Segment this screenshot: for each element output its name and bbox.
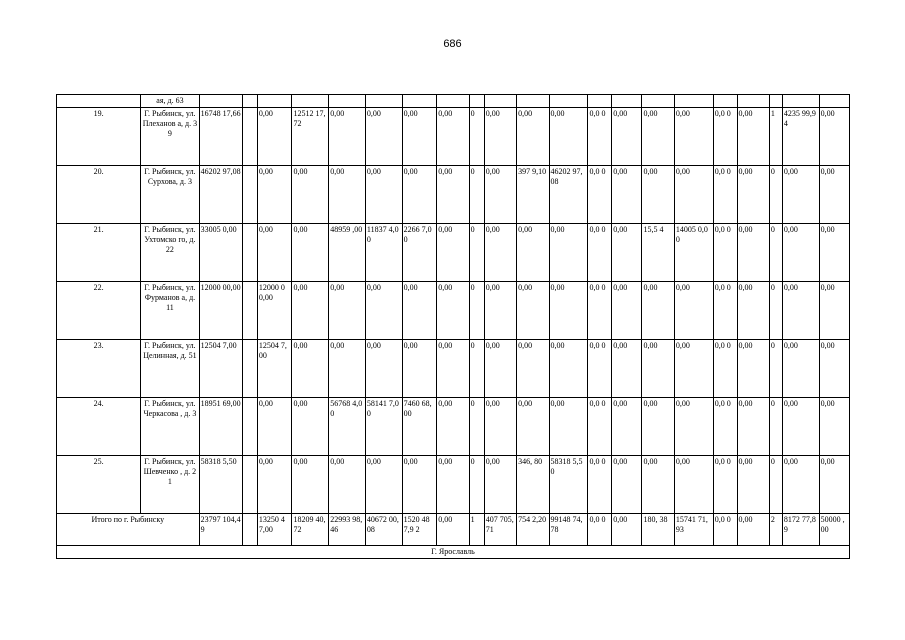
table-cell xyxy=(257,95,292,108)
value-cell: 0,00 xyxy=(642,282,674,340)
city-header: Г. Ярославль xyxy=(57,546,850,559)
value-cell: 0,00 xyxy=(257,456,292,514)
value-cell: 0,00 xyxy=(737,282,769,340)
value-cell: 0,0 0 xyxy=(713,282,737,340)
value-cell xyxy=(242,224,257,282)
value-cell: 0,00 xyxy=(365,166,402,224)
value-cell: 0,00 xyxy=(782,340,819,398)
value-cell: 0,00 xyxy=(292,166,329,224)
value-cell: 0,00 xyxy=(819,166,849,224)
value-cell: 0,00 xyxy=(365,456,402,514)
value-cell: 0,00 xyxy=(517,398,549,456)
value-cell xyxy=(242,398,257,456)
value-cell: 0,00 xyxy=(737,108,769,166)
value-cell: 12512 17,72 xyxy=(292,108,329,166)
value-cell: 0,00 xyxy=(549,398,588,456)
value-cell: 0,00 xyxy=(517,282,549,340)
value-cell: 0,00 xyxy=(612,224,642,282)
value-cell: 0,00 xyxy=(365,108,402,166)
value-cell: 0,00 xyxy=(437,514,469,546)
value-cell: 0,00 xyxy=(782,398,819,456)
value-cell: 1520 487,9 2 xyxy=(402,514,437,546)
value-cell: 12000 00,00 xyxy=(257,282,292,340)
value-cell: 0,00 xyxy=(674,282,713,340)
value-cell: 0,00 xyxy=(612,456,642,514)
value-cell: 0,00 xyxy=(612,166,642,224)
value-cell: 0,00 xyxy=(484,282,516,340)
table-cell xyxy=(329,95,366,108)
table-cell xyxy=(782,95,819,108)
value-cell: 0,0 0 xyxy=(588,108,612,166)
value-cell: 46202 97,08 xyxy=(549,166,588,224)
city-header-row xyxy=(57,546,850,559)
table-cell xyxy=(737,95,769,108)
table-cell xyxy=(365,95,402,108)
address-cell: Г. Рыбинск, ул. Фурманов а, д. 11 xyxy=(141,282,199,340)
value-cell: 0,00 xyxy=(737,340,769,398)
value-cell: 2266 7,00 xyxy=(402,224,437,282)
value-cell: 0,00 xyxy=(257,108,292,166)
value-cell: 11837 4,00 xyxy=(365,224,402,282)
table-cell xyxy=(769,95,782,108)
value-cell: 0,00 xyxy=(402,282,437,340)
row-number: 25. xyxy=(57,456,141,514)
value-cell: 48959 ,00 xyxy=(329,224,366,282)
value-cell: 0,0 0 xyxy=(588,456,612,514)
table-cell xyxy=(57,95,141,108)
value-cell: 0,0 0 xyxy=(713,456,737,514)
value-cell: 0 xyxy=(469,340,484,398)
value-cell xyxy=(242,456,257,514)
value-cell: 0,0 0 xyxy=(588,282,612,340)
value-cell: 346, 80 xyxy=(517,456,549,514)
value-cell: 0,00 xyxy=(437,456,469,514)
value-cell: 0,00 xyxy=(437,340,469,398)
value-cell: 16748 17,66 xyxy=(199,108,242,166)
value-cell: 0 xyxy=(769,340,782,398)
value-cell: 0,00 xyxy=(329,340,366,398)
table-cell xyxy=(242,95,257,108)
value-cell: 0,0 0 xyxy=(588,166,612,224)
address-continuation: ая, д. 63 xyxy=(141,95,199,108)
table-cell xyxy=(549,95,588,108)
value-cell: 0,0 0 xyxy=(588,224,612,282)
address-cell: Г. Рыбинск, ул. Черкасова , д. 3 xyxy=(141,398,199,456)
value-cell xyxy=(242,514,257,546)
row-number: 20. xyxy=(57,166,141,224)
value-cell: 0,00 xyxy=(329,108,366,166)
value-cell: 0,00 xyxy=(437,166,469,224)
address-cell: Г. Рыбинск, ул. Шевченко , д. 21 xyxy=(141,456,199,514)
value-cell: 0,00 xyxy=(329,166,366,224)
value-cell xyxy=(242,282,257,340)
table-row-continuation xyxy=(57,95,850,108)
value-cell: 0 xyxy=(769,166,782,224)
value-cell: 180, 38 xyxy=(642,514,674,546)
row-number: 19. xyxy=(57,108,141,166)
value-cell: 0,00 xyxy=(402,166,437,224)
table-cell xyxy=(588,95,612,108)
value-cell: 0,00 xyxy=(292,282,329,340)
value-cell: 0,00 xyxy=(517,108,549,166)
value-cell: 0,00 xyxy=(257,166,292,224)
value-cell: 58318 5,50 xyxy=(199,456,242,514)
value-cell: 0,00 xyxy=(437,282,469,340)
table-cell xyxy=(484,95,516,108)
table-row xyxy=(57,108,850,166)
value-cell: 0,00 xyxy=(292,398,329,456)
row-number: 23. xyxy=(57,340,141,398)
value-cell: 0,00 xyxy=(292,224,329,282)
page-number: 686 xyxy=(443,38,462,50)
value-cell: 0,00 xyxy=(737,224,769,282)
value-cell: 0,00 xyxy=(737,456,769,514)
value-cell: 0,00 xyxy=(549,224,588,282)
value-cell: 58141 7,00 xyxy=(365,398,402,456)
value-cell: 0,00 xyxy=(292,456,329,514)
value-cell: 0,0 0 xyxy=(713,514,737,546)
value-cell: 18951 69,00 xyxy=(199,398,242,456)
value-cell: 0,00 xyxy=(292,340,329,398)
value-cell: 0,0 0 xyxy=(713,224,737,282)
value-cell: 0,00 xyxy=(819,282,849,340)
value-cell: 0,00 xyxy=(819,108,849,166)
value-cell xyxy=(242,340,257,398)
value-cell: 0 xyxy=(469,224,484,282)
value-cell: 0,00 xyxy=(674,166,713,224)
value-cell: 0,00 xyxy=(782,224,819,282)
table-cell xyxy=(674,95,713,108)
table-cell xyxy=(517,95,549,108)
value-cell: 13250 47,00 xyxy=(257,514,292,546)
value-cell: 0,00 xyxy=(782,282,819,340)
value-cell: 0,00 xyxy=(612,514,642,546)
table-body xyxy=(57,95,850,559)
value-cell: 0,00 xyxy=(737,514,769,546)
table-row xyxy=(57,224,850,282)
value-cell: 0,00 xyxy=(642,340,674,398)
value-cell: 2 xyxy=(769,514,782,546)
table-cell xyxy=(292,95,329,108)
value-cell: 754 2,20 xyxy=(517,514,549,546)
value-cell: 0,00 xyxy=(642,456,674,514)
value-cell: 0,00 xyxy=(674,108,713,166)
value-cell: 0,00 xyxy=(642,108,674,166)
row-number: 24. xyxy=(57,398,141,456)
table-cell xyxy=(642,95,674,108)
value-cell: 7460 68,00 xyxy=(402,398,437,456)
value-cell: 15,5 4 xyxy=(642,224,674,282)
value-cell: 0,00 xyxy=(782,456,819,514)
value-cell: 407 705, 71 xyxy=(484,514,516,546)
value-cell: 0,00 xyxy=(737,398,769,456)
value-cell: 0,00 xyxy=(402,456,437,514)
table-cell xyxy=(819,95,849,108)
value-cell: 0,0 0 xyxy=(713,340,737,398)
value-cell: 0,00 xyxy=(549,282,588,340)
value-cell: 4235 99,94 xyxy=(782,108,819,166)
total-label: Итого по г. Рыбинску xyxy=(57,514,200,546)
address-cell: Г. Рыбинск, ул. Целинная, д. 51 xyxy=(141,340,199,398)
total-row xyxy=(57,514,850,546)
value-cell: 0,00 xyxy=(674,340,713,398)
value-cell: 15741 71,93 xyxy=(674,514,713,546)
value-cell: 0,0 0 xyxy=(588,514,612,546)
value-cell: 0,00 xyxy=(484,108,516,166)
value-cell: 0 xyxy=(469,398,484,456)
value-cell: 0,00 xyxy=(329,282,366,340)
value-cell: 0,00 xyxy=(819,224,849,282)
value-cell: 0 xyxy=(769,282,782,340)
value-cell: 0,0 0 xyxy=(713,108,737,166)
value-cell: 0 xyxy=(769,456,782,514)
table-cell xyxy=(713,95,737,108)
value-cell: 1 xyxy=(769,108,782,166)
value-cell: 23797 104,49 xyxy=(199,514,242,546)
value-cell: 0,00 xyxy=(484,224,516,282)
value-cell: 0,00 xyxy=(819,340,849,398)
value-cell: 0,00 xyxy=(612,108,642,166)
value-cell: 0,00 xyxy=(549,108,588,166)
value-cell: 0,00 xyxy=(484,398,516,456)
value-cell: 0,00 xyxy=(674,456,713,514)
table-cell xyxy=(199,95,242,108)
value-cell: 12504 7,00 xyxy=(199,340,242,398)
value-cell: 0 xyxy=(769,398,782,456)
table-cell xyxy=(612,95,642,108)
value-cell: 0,00 xyxy=(612,398,642,456)
table-cell xyxy=(469,95,484,108)
table-row xyxy=(57,282,850,340)
value-cell: 58318 5,50 xyxy=(549,456,588,514)
value-cell: 0,00 xyxy=(365,282,402,340)
value-cell xyxy=(242,166,257,224)
value-cell: 56768 4,00 xyxy=(329,398,366,456)
table-row xyxy=(57,340,850,398)
table-row xyxy=(57,166,850,224)
value-cell: 12504 7,00 xyxy=(257,340,292,398)
value-cell: 0,00 xyxy=(819,456,849,514)
value-cell: 0,00 xyxy=(642,166,674,224)
address-cell: Г. Рыбинск, ул. Ухтомско го, д. 22 xyxy=(141,224,199,282)
value-cell: 0 xyxy=(769,224,782,282)
value-cell: 50000 ,00 xyxy=(819,514,849,546)
value-cell: 0,00 xyxy=(484,456,516,514)
row-number: 22. xyxy=(57,282,141,340)
value-cell: 22993 98,46 xyxy=(329,514,366,546)
value-cell: 0,00 xyxy=(437,224,469,282)
value-cell: 40672 00,08 xyxy=(365,514,402,546)
value-cell: 0,00 xyxy=(737,166,769,224)
value-cell: 8172 77,89 xyxy=(782,514,819,546)
address-cell: Г. Рыбинск, ул. Плеханов а, д. 39 xyxy=(141,108,199,166)
value-cell: 0,00 xyxy=(402,340,437,398)
value-cell: 46202 97,08 xyxy=(199,166,242,224)
table-row xyxy=(57,456,850,514)
value-cell: 0 xyxy=(469,282,484,340)
value-cell: 33005 0,00 xyxy=(199,224,242,282)
address-cell: Г. Рыбинск, ул. Сурхова, д. 3 xyxy=(141,166,199,224)
value-cell: 0,0 0 xyxy=(713,166,737,224)
value-cell: 0,00 xyxy=(612,340,642,398)
row-number: 21. xyxy=(57,224,141,282)
value-cell: 0,00 xyxy=(257,224,292,282)
value-cell: 14005 0,00 xyxy=(674,224,713,282)
value-cell: 0,00 xyxy=(782,166,819,224)
value-cell: 0,00 xyxy=(819,398,849,456)
value-cell: 0,00 xyxy=(484,166,516,224)
value-cell: 0,0 0 xyxy=(588,398,612,456)
value-cell: 0,00 xyxy=(642,398,674,456)
value-cell: 0,00 xyxy=(484,340,516,398)
table-row xyxy=(57,398,850,456)
value-cell: 18209 40,72 xyxy=(292,514,329,546)
value-cell: 0,00 xyxy=(612,282,642,340)
value-cell: 1 xyxy=(469,514,484,546)
value-cell: 0,00 xyxy=(437,398,469,456)
value-cell: 0,00 xyxy=(674,398,713,456)
value-cell: 0 xyxy=(469,108,484,166)
value-cell: 99148 74,78 xyxy=(549,514,588,546)
value-cell: 0,0 0 xyxy=(713,398,737,456)
value-cell: 0 xyxy=(469,456,484,514)
value-cell: 397 9,10 xyxy=(517,166,549,224)
value-cell: 0,00 xyxy=(257,398,292,456)
value-cell: 0,00 xyxy=(365,340,402,398)
value-cell: 0,00 xyxy=(437,108,469,166)
value-cell: 0,00 xyxy=(329,456,366,514)
value-cell: 0,00 xyxy=(549,340,588,398)
value-cell: 0,00 xyxy=(402,108,437,166)
value-cell: 0,00 xyxy=(517,224,549,282)
value-cell: 0,00 xyxy=(517,340,549,398)
value-cell: 0 xyxy=(469,166,484,224)
table-cell xyxy=(437,95,469,108)
value-cell: 0,0 0 xyxy=(588,340,612,398)
table-cell xyxy=(402,95,437,108)
registry-table xyxy=(56,94,850,559)
value-cell: 12000 00,00 xyxy=(199,282,242,340)
value-cell xyxy=(242,108,257,166)
